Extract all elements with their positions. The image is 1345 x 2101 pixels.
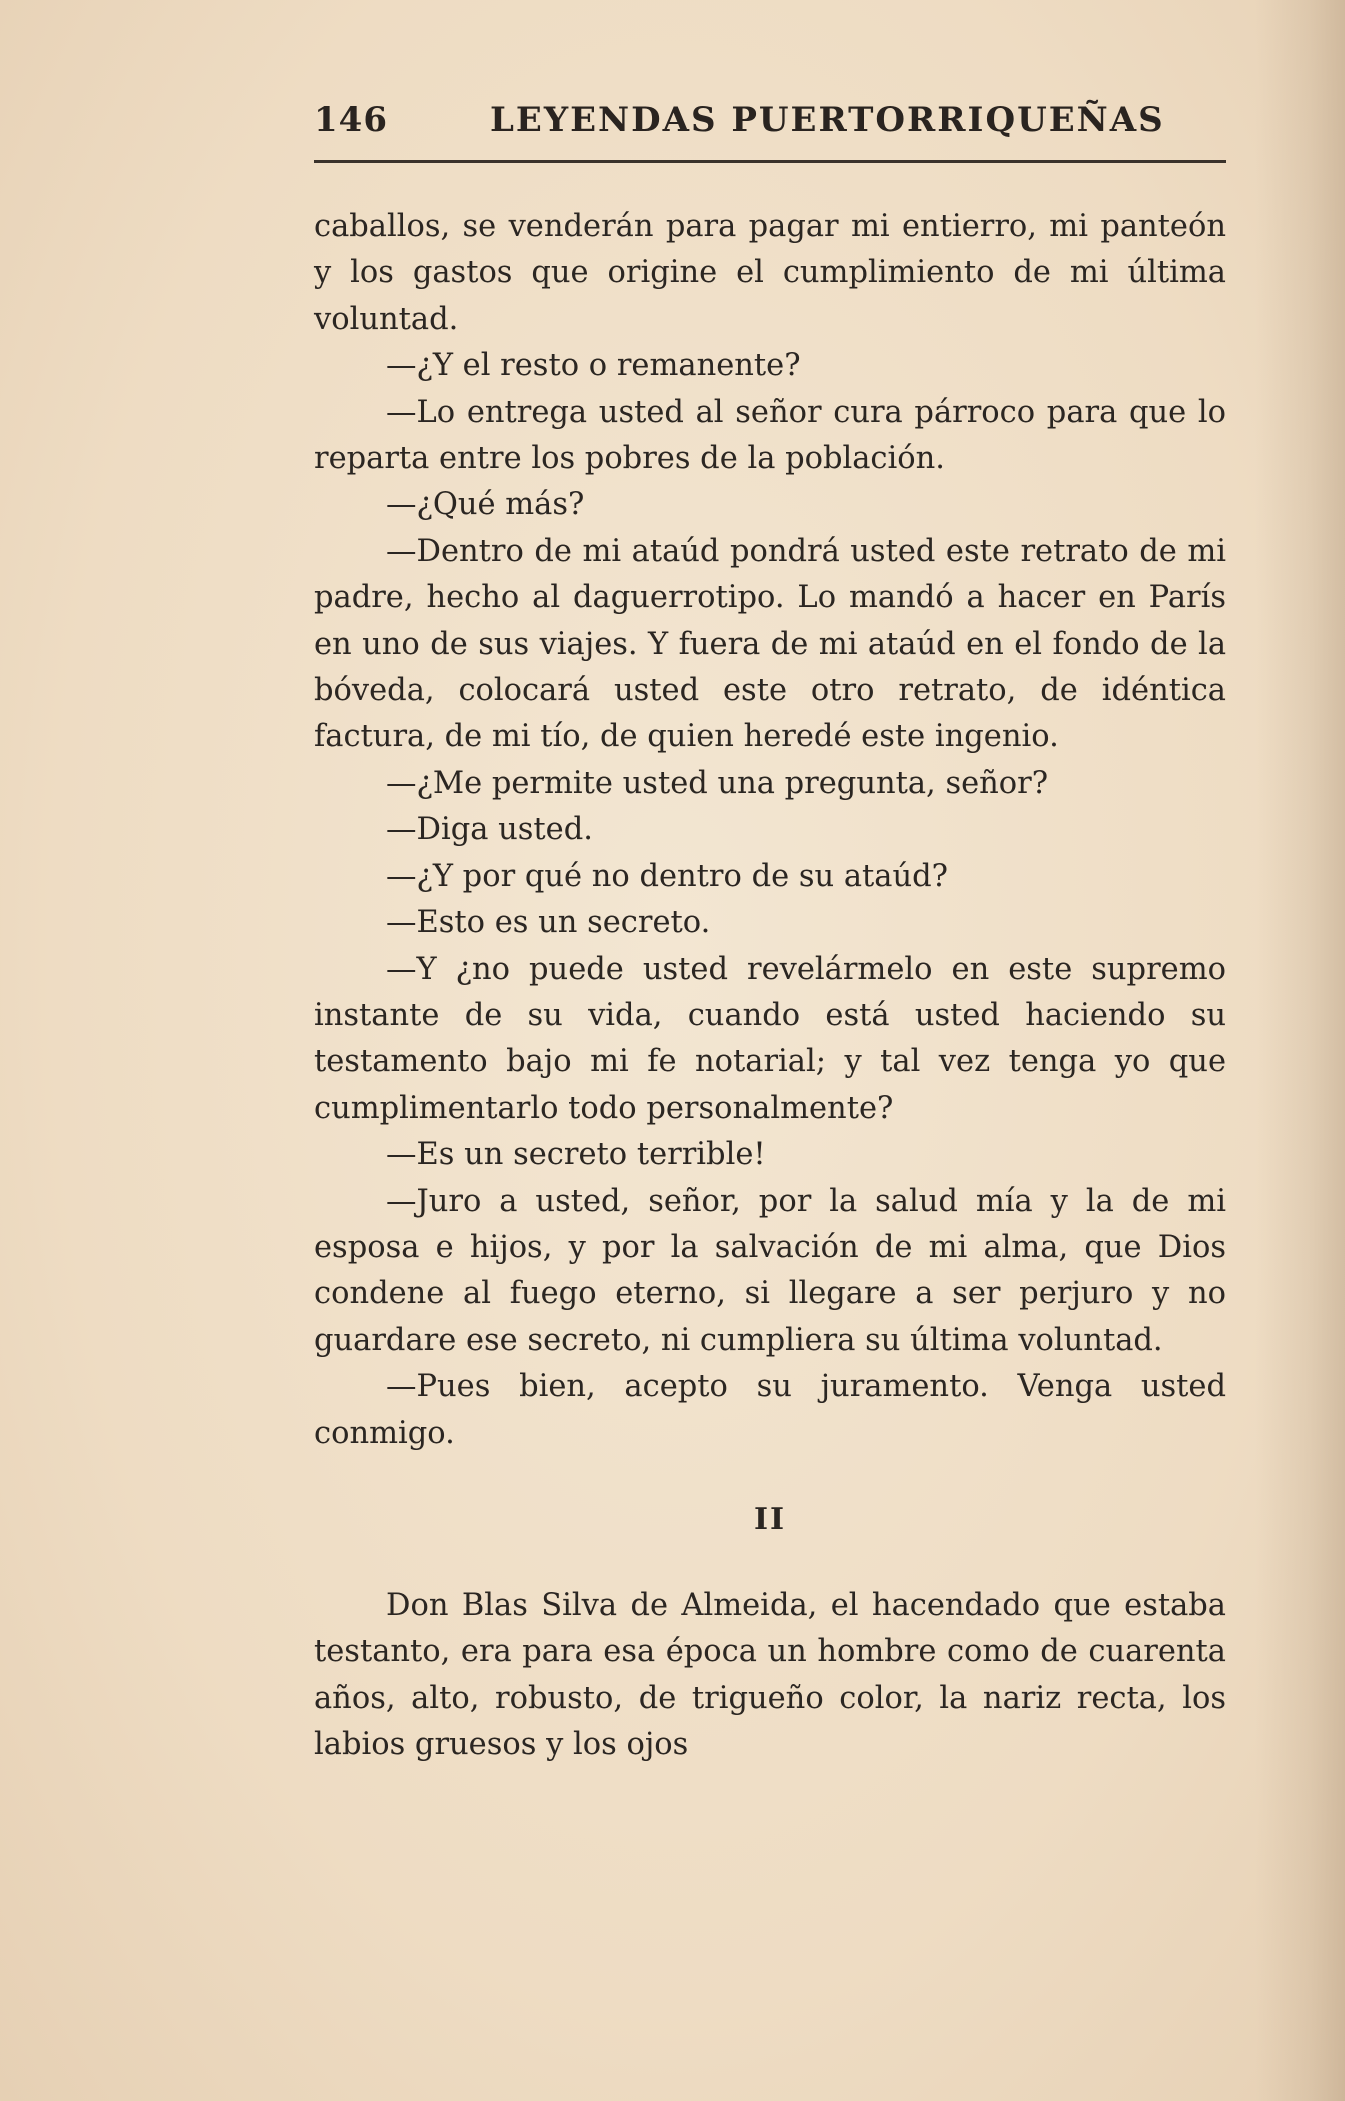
dialogue-paragraph: —¿Y el resto o remanente? bbox=[386, 348, 801, 384]
dialogue-paragraph: —Pues bien, acepto su juramento. Venga usted conmigo. bbox=[314, 1369, 1226, 1451]
dialogue-paragraph: —Esto es un secreto. bbox=[386, 905, 711, 941]
dialogue-paragraph: —Juro a usted, señor, por la salud mía y la de mi esposa e hijos, y por la salvación de mi alma, que Dios condene al fuego eterno, si llegare a ser perjuro y no guardare ese secreto, ni cumpliera su última voluntad. bbox=[314, 1183, 1226, 1358]
dialogue-paragraph: —Es un secreto terrible! bbox=[386, 1137, 766, 1173]
page-number: 146 bbox=[314, 100, 388, 140]
dialogue-paragraph: —Diga usted. bbox=[386, 812, 593, 848]
section-paragraph: Don Blas Silva de Almeida, el hacendado que estaba testanto, era para esa época un hombre como de cuarenta años, alto, robusto, de trigueño color, la nariz recta, los labios gruesos y los ojos bbox=[314, 1587, 1226, 1763]
dialogue-paragraph: —Dentro de mi ataúd pondrá usted este retrato de mi padre, hecho al daguerrotipo. Lo mandó a hacer en París en uno de sus viajes. Y fuera de mi ataúd en el fondo de la bóveda, colocará usted este otro retrato, de idéntica factura, de mi tío, de quien heredé este ingenio. bbox=[314, 533, 1226, 755]
header-rule bbox=[314, 160, 1226, 163]
page-header bbox=[314, 100, 1226, 150]
section-heading: II bbox=[753, 1501, 787, 1537]
spine-shadow bbox=[1255, 0, 1345, 2101]
paragraph-continuation: caballos, se venderán para pagar mi entierro, mi panteón y los gastos que origine el cumplimiento de mi última voluntad. bbox=[314, 209, 1226, 337]
dialogue-paragraph: —¿Me permite usted una pregunta, señor? bbox=[386, 765, 1049, 801]
dialogue-paragraph: —Y ¿no puede usted revelármelo en este supremo instante de su vida, cuando está usted haciendo su testamento bajo mi fe notarial; y tal vez tenga yo que cumplimentarlo todo personalmente? bbox=[314, 951, 1226, 1126]
running-title: LEYENDAS PUERTORRIQUEÑAS bbox=[490, 100, 1165, 140]
dialogue-paragraph: —¿Qué más? bbox=[386, 487, 585, 523]
dialogue-paragraph: —Lo entrega usted al señor cura párroco para que lo reparta entre los pobres de la población. bbox=[314, 394, 1226, 477]
body-text bbox=[314, 204, 1226, 1769]
dialogue-paragraph: —¿Y por qué no dentro de su ataúd? bbox=[386, 858, 948, 894]
